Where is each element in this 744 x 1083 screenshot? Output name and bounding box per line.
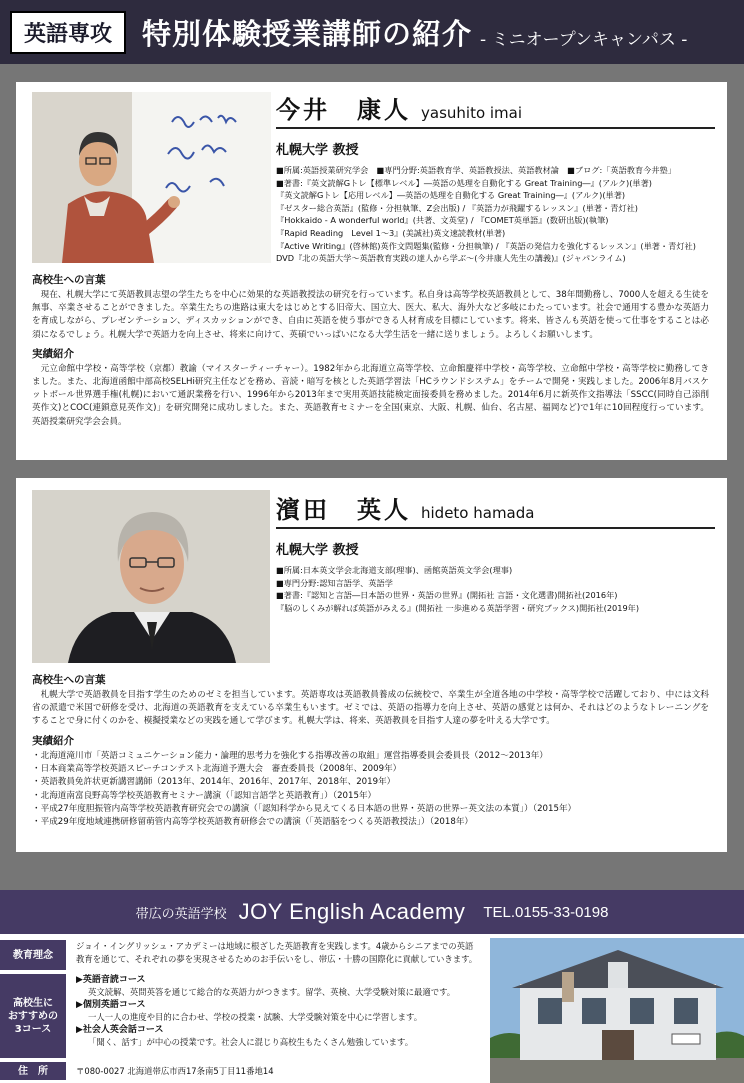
philosophy-row	[0, 940, 478, 970]
message-text: 現在、札幌大学にて英語教員志望の学生たちを中心に効果的な英語教授法の研究を行っています。私自身は高等学校英語教員として、38年間勤務し、7000人を超える生徒を無事、卒業させることができました。卒業生たちの進路は東大をはじめとする旧帝大、国立大、医大、私大、海外大など多岐にわたっています。社会で通用する豊かな英語力を育成しながら、プレゼンテーション、ディスカッションができ、自由に英語を使う事ができる人材育成を目標にしています。将来、皆さんも英語を使って仕事をすることは必須になるでしょう。札幌大学で英語力を向上させ、将来に向けて、英碩でいっぱいになる大学生活を一緒に送りましょう。よろしくお願いします。	[32, 290, 709, 340]
name-divider	[276, 127, 715, 129]
teacher-text-hamada	[32, 670, 709, 829]
teacher-card-imai	[16, 82, 727, 460]
achievements-heading: 実績紹介	[32, 347, 74, 360]
profile-line: 『Rapid Reading Level 1〜3』(美誠社)英文速読教材(単著)	[276, 227, 506, 238]
profile-line: ■著書:『認知と言語―日本語の世界・英語の世界』(開拓社 言語・文化選書)開拓社(2016年)	[276, 590, 618, 601]
achievement-item: ・北海道南富良野高等学校英語教育セミナー講演（「認知言語学と英語教育」）（2015年）	[32, 790, 377, 801]
profile-line: 『ゼスター総合英語』(監修・分担執筆、Z会出版) / 『英語力が飛躍するレッスン』(単著・青灯社)	[276, 202, 638, 213]
teacher-header-hamada	[276, 490, 715, 614]
course-desc: 一人一人の進度や目的に合わせ、学校の授業・試験、大学受験対策を中心に学習します。	[88, 1012, 423, 1022]
profile-line: 『Active Writing』(啓林館)英作文問題集(監修・分担執筆) / 『英語の発信力を強化するレッスン』(単著・青灯社)	[276, 240, 696, 251]
address-text: 〒080-0027 北海道帯広市西17条南5丁目11番地14	[76, 1066, 274, 1076]
courses-list	[76, 974, 478, 1049]
philosophy-text	[76, 940, 478, 966]
profile-line: 『英文読解Gトレ【応用レベル】―英語の処理を自動化する Great Training―』(アルク)(単著)	[276, 190, 626, 201]
teacher-affiliation: 札幌大学 教授	[276, 143, 359, 158]
message-heading: 高校生への言葉	[32, 674, 106, 686]
teacher-text-imai	[32, 270, 709, 433]
page-subtitle: - ミニオープンキャンパス -	[480, 29, 688, 50]
course-desc: 「聞く、話す」が中心の授業です。社会人に混じり高校生もたくさん勉強しています。	[88, 1037, 414, 1047]
address-row	[0, 1062, 478, 1080]
academy-building-photo	[490, 938, 744, 1083]
profile-line: ■専門分野:認知言語学、英語学	[276, 577, 393, 588]
profile-line: 『Hokkaido - A wonderful world』(共著、文英堂) / 『COMET英単語』(数研出版)(執筆)	[276, 215, 609, 226]
teacher-name	[276, 90, 715, 125]
course-title: ▶個別英語コース	[76, 1000, 146, 1010]
achievement-item: ・平成27年度胆振管内高等学校英語教育研究会での講演（「認知科学から見えてくる日本語の世界・英語の世界ー英文法の本質」）（2015年）	[32, 803, 577, 814]
achievement-item: ・英語教員免許状更新講習講師（2013年、2014年、2016年、2017年、2018年、2019年）	[32, 777, 396, 788]
philosophy-line: ジョイ・イングリッシュ・アカデミーは地域に根ざした英語教育を実践します。4歳からシニアまでの英語	[76, 941, 474, 951]
achievement-item: ・平成29年度地域連携研修留萌管内高等学校英語教育研修会での講演（「英語脳をつくる英語教授法」）（2018年）	[32, 817, 474, 828]
page-header	[0, 0, 744, 64]
header-tag: 英語専攻	[10, 11, 126, 54]
profile-line: ■所属:日本英文学会北海道支部(理事)、函館英語英文学会(理事)	[276, 565, 513, 575]
academy-tel: TEL.0155-33-0198	[483, 903, 609, 921]
page-title: 特別体験授業講師の紹介	[142, 16, 473, 51]
message-heading: 高校生への言葉	[32, 274, 106, 286]
course-title: ▶英語音読コース	[76, 975, 146, 985]
teacher-affiliation: 札幌大学 教授	[276, 543, 359, 558]
achievement-item: ・日本商業高等学校英語スピーチコンテスト北海道予選大会 審査委員長（2008年、2009年）	[32, 763, 402, 774]
course-desc: 英文読解、英問英答を通じて総合的な英語力がつきます。留学、英検、大学受験対策に最適です。	[88, 987, 456, 997]
courses-label: 高校生に おすすめの 3コース	[0, 974, 66, 1058]
profile-line: ■著書:『英文読解Gトレ【標準レベル】―英語の処理を自動化する Great Training―』(アルク)(単著)	[276, 177, 652, 188]
teacher-name-kanji: 今井 康人	[276, 96, 411, 124]
profile-line: 『脳のしくみが解れば英語がみえる』(開拓社 一歩進める英語学習・研究ブックス)開拓社(2019年)	[276, 602, 640, 613]
academy-info	[0, 934, 744, 1083]
message-text: 札幌大学で英語教員を目指す学生のためのゼミを担当しています。英語専攻は英語教員養成の伝統校で、卒業生が全道各地の中学校・高等学校で活躍しており、中には文科省の派遣で米国で研修を受け、北海道の英語教育を支えている卒業生もいます。ゼミでは、英語の指導力を向上させ、英語の感覚とは何か、それはどのようなトレーニングをすることで身に付くのかを、模擬授業などの実践を通して学びます。札幌大学は、将来、英語教員を目指す人達の夢を叶える大学です。	[32, 690, 709, 727]
teacher-name-romaji: hideto hamada	[421, 504, 535, 522]
teacher-name-romaji: yasuhito imai	[421, 104, 523, 122]
philosophy-label: 教育理念	[0, 940, 66, 970]
academy-name: JOY English Academy	[238, 899, 466, 924]
address-label: 住 所	[0, 1062, 66, 1080]
profile-line: DVD『北の英語大学〜英語教育実践の達人から学ぶ〜(今井康人先生の講義)』(ジャパンライム)	[276, 253, 626, 264]
course-title: ▶社会人英会話コース	[76, 1025, 164, 1035]
teacher-photo-hamada	[32, 490, 270, 663]
teacher-name-kanji: 濱田 英人	[276, 496, 411, 524]
teacher-header-imai	[276, 90, 715, 265]
academy-banner	[0, 890, 744, 934]
teacher-name	[276, 490, 715, 525]
name-divider	[276, 527, 715, 529]
teacher-card-hamada	[16, 478, 727, 852]
courses-row	[0, 974, 478, 1058]
profile-line: ■所属:英語授業研究学会 ■専門分野:英語教育学、英語教授法、英語教材論 ■ブログ:「英語教育今井塾」	[276, 165, 676, 175]
teacher-photo-imai	[32, 92, 271, 263]
academy-prefix: 帯広の英語学校	[135, 906, 227, 922]
achievements-heading: 実績紹介	[32, 734, 74, 747]
achievements-text: 元立命館中学校・高等学校（京都）教諭（マイスターティーチャー）。1982年から北海道立高等学校、立命館慶祥中学校・高等学校、立命館中学校・高等学校に勤務してきました。また、北海道函館中部高校SELHi研究主任などを務め、音読・暗写を核とした英語学習法「HCラウンドシステム」をチームで開発・実践しました。2006年8月バスケットボール世界選手権(札幌)において通訳業務を行い、1996年から2013年まで実用英語技能検定面接委員を務めました。2014年6月に新英作文指導法「SSCC(同時自己添削英作文)とCOC(連鎖意見英作文)」を研究開発に成功しました。また、英語教育セミナーを全国(東京、大阪、札幌、仙台、名古屋、福岡など)で1年に10回程度行っています。英語授業研究学会会員。	[32, 363, 709, 427]
philosophy-line: 教育を通じて、それぞれの夢を実現させるためのお手伝いをし、帯広・十勝の国際化に貢献していきます。	[76, 954, 478, 964]
achievement-item: ・北海道滝川市「英語コミュニケーション能力・論理的思考力を強化する指導改善の取組」運営指導委員会委員長（2012〜2013年）	[32, 750, 548, 761]
